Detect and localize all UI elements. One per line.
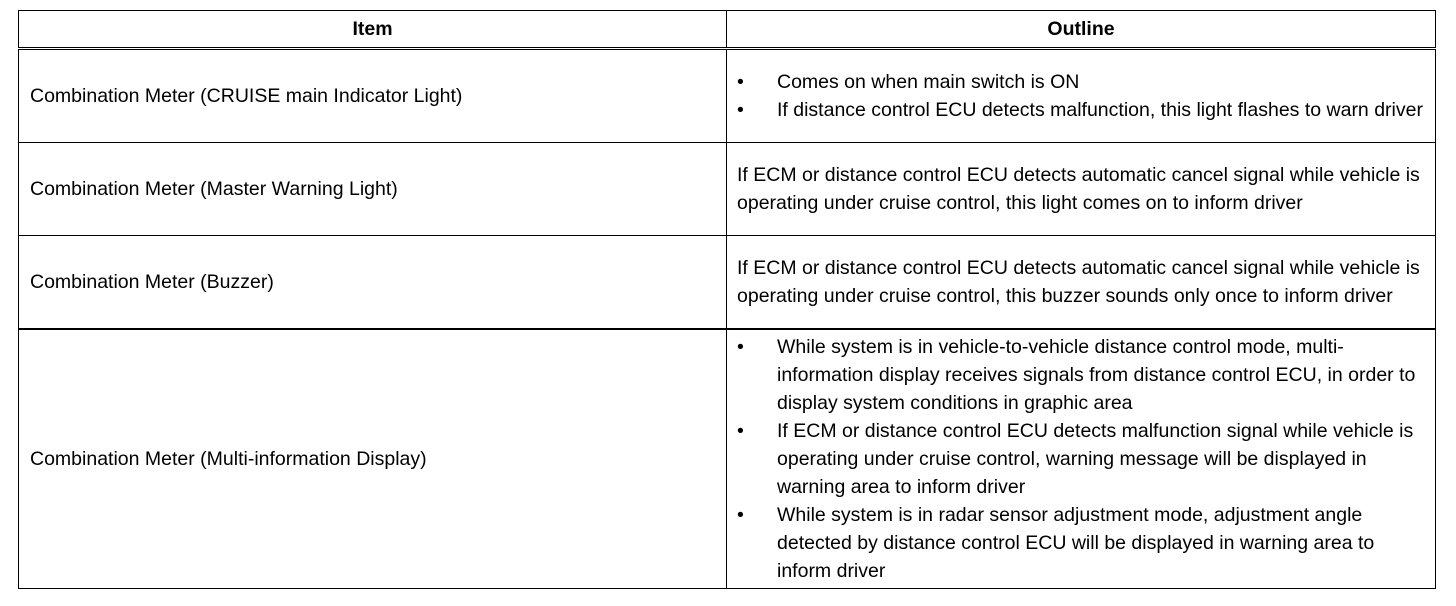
table-row xyxy=(19,49,1436,143)
header-item: Item xyxy=(19,11,727,49)
bullet-dot: • xyxy=(737,420,744,442)
outline-cell: If ECM or distance control ECU detects automatic cancel signal while vehicle is operating under cruise control, this buzzer sounds only once to inform driver xyxy=(727,236,1436,330)
bullet-dot: • xyxy=(737,504,744,526)
bullet-item xyxy=(737,96,1425,124)
outline-cell xyxy=(727,329,1436,589)
outline-cell: If ECM or distance control ECU detects automatic cancel signal while vehicle is operating under cruise control, this light comes on to inform driver xyxy=(727,143,1436,236)
header-row xyxy=(19,11,1436,49)
bullet-item xyxy=(737,333,1425,417)
spec-table xyxy=(18,10,1436,589)
table-row xyxy=(19,236,1436,330)
bullet-item xyxy=(737,501,1425,585)
item-cell: Combination Meter (Master Warning Light) xyxy=(19,143,727,236)
bullet-dot: • xyxy=(737,336,744,358)
bullet-text: If ECM or distance control ECU detects malfunction signal while vehicle is operating under cruise control, warning message will be displayed in warning area to inform driver xyxy=(777,420,1414,498)
bullet-dot: • xyxy=(737,71,744,93)
bullet-list xyxy=(737,333,1425,585)
bullet-text: While system is in vehicle-to-vehicle distance control mode, multi-information display receives signals from distance control ECU, in order to display system conditions in graphic area xyxy=(777,336,1416,414)
bullet-text: While system is in radar sensor adjustment mode, adjustment angle detected by distance control ECU will be displayed in warning area to inform driver xyxy=(777,504,1375,582)
outline-cell xyxy=(727,49,1436,143)
bullet-list xyxy=(737,68,1425,124)
table-row xyxy=(19,329,1436,589)
item-cell: Combination Meter (CRUISE main Indicator Light) xyxy=(19,49,727,143)
bullet-text: Comes on when main switch is ON xyxy=(777,71,1080,93)
bullet-item xyxy=(737,417,1425,501)
bullet-item xyxy=(737,68,1425,96)
table-row xyxy=(19,143,1436,236)
bullet-dot: • xyxy=(737,99,744,121)
bullet-text: If distance control ECU detects malfunction, this light flashes to warn driver xyxy=(777,99,1423,121)
header-outline: Outline xyxy=(727,11,1436,49)
item-cell: Combination Meter (Multi-information Display) xyxy=(19,329,727,589)
item-cell: Combination Meter (Buzzer) xyxy=(19,236,727,330)
